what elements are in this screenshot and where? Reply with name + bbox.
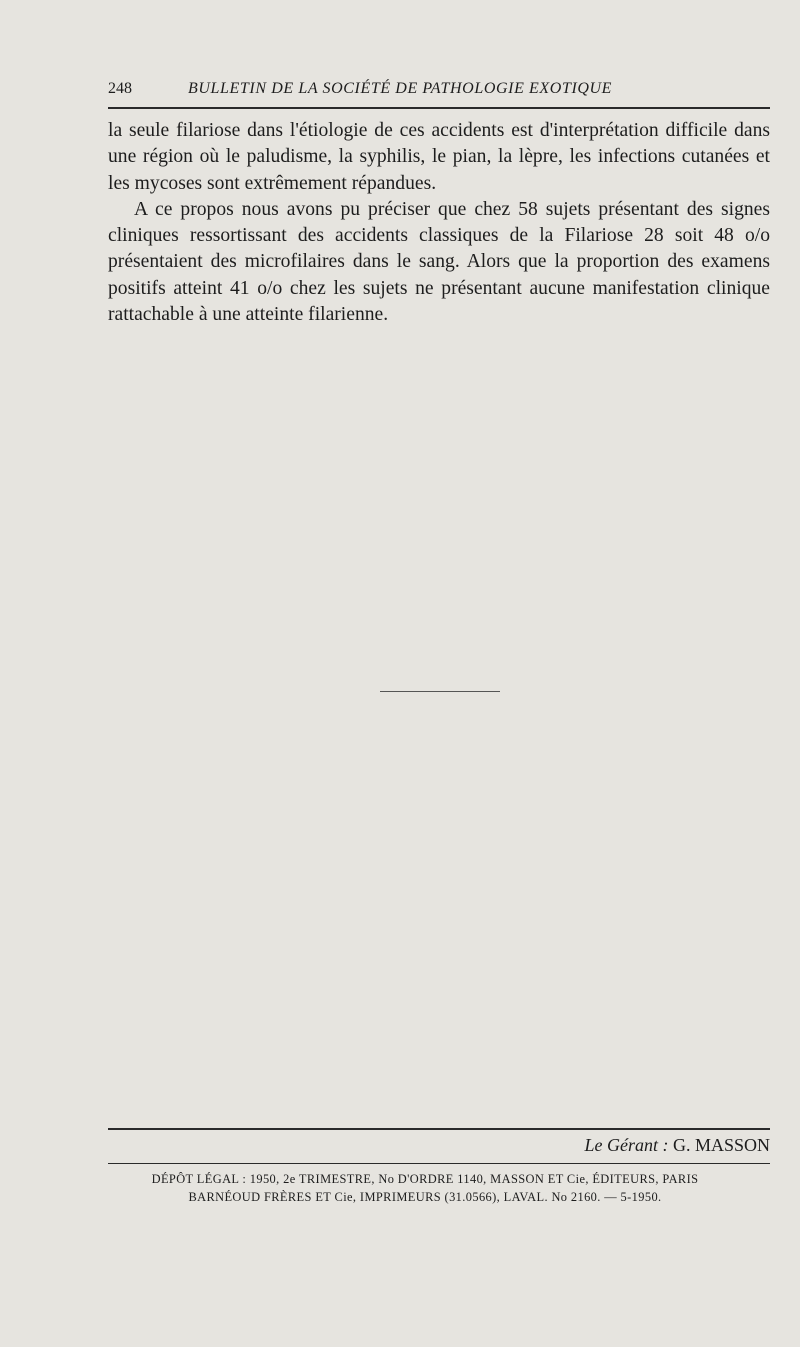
running-header — [108, 80, 770, 102]
gerant-label: Le Gérant : — [584, 1135, 669, 1155]
imprint-line: BARNÉOUD FRÈRES ET Cie, IMPRIMEURS (31.0566), LAVAL. No 2160. — 5-1950. — [188, 1190, 662, 1204]
gerant-name: G. MASSON — [672, 1135, 770, 1155]
section-divider — [380, 691, 500, 692]
footer-divider — [108, 1128, 770, 1130]
imprint-divider — [108, 1163, 770, 1164]
paragraph: A ce propos nous avons pu préciser que chez 58 sujets présentant des signes cliniques ressortissant des accidents classiques de la Filariose 28 soit 48 o/o présentaient des microfilaires dans le sang. Alors que la proportion des examens positifs atteint 41 o/o chez les sujets ne présentant aucune manifestation clinique rattachable à une atteinte filarienne. — [108, 198, 770, 326]
imprint-line: DÉPÔT LÉGAL : 1950, 2e TRIMESTRE, No D'ORDRE 1140, MASSON ET Cie, ÉDITEURS, PARIS — [151, 1172, 699, 1186]
imprint — [80, 1170, 770, 1206]
header-divider — [108, 107, 770, 109]
paragraph: la seule filariose dans l'étiologie de ces accidents est d'interprétation difficile dans une région où le paludisme, la syphilis, le pian, la lèpre, les infections cutanées et les mycoses sont extrêmement répandues. — [108, 120, 770, 194]
journal-title: BULLETIN DE LA SOCIÉTÉ DE PATHOLOGIE EXOTIQUE — [188, 80, 613, 97]
article-body — [108, 118, 770, 328]
gerant-line — [108, 1135, 770, 1156]
page-number: 248 — [108, 80, 132, 97]
